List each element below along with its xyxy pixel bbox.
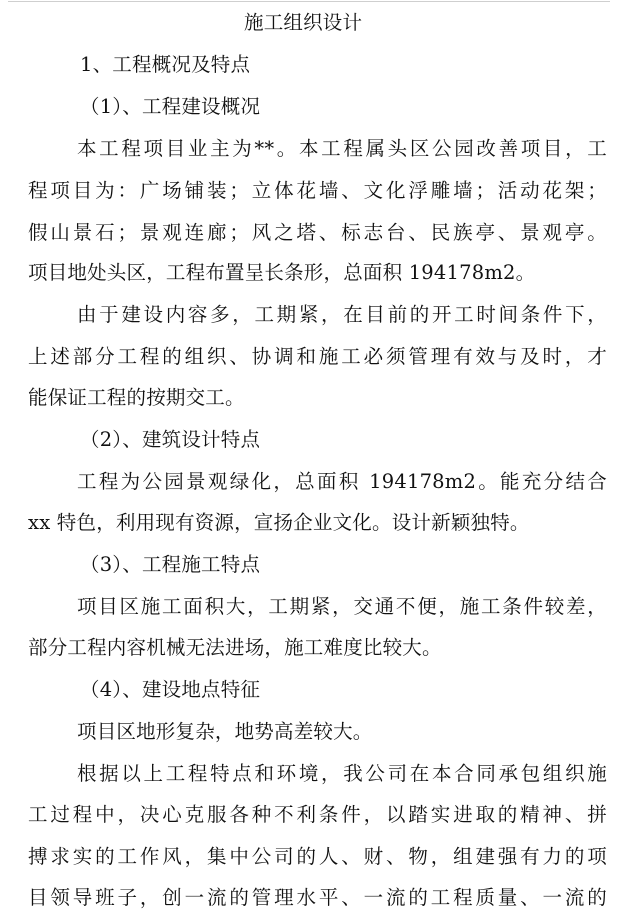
page-top-border (8, 1, 610, 2)
paragraph-line: 工过程中，决心克服各种不利条件，以踏实进取的精神、拼 (28, 803, 607, 826)
paragraph-line: 程项目为：广场铺装；立体花墙、文化浮雕墙；活动花架； (28, 179, 607, 202)
subsection-heading-1: （1）、工程建设概况 (80, 95, 261, 118)
subsection-heading-3: （3）、工程施工特点 (80, 553, 261, 576)
paragraph-line: 项目地处头区，工程布置呈长条形，总面积 194178m2。 (28, 261, 536, 284)
paragraph-line: 本工程项目业主为**。本工程属头区公园改善项目，工 (77, 137, 607, 160)
paragraph-line: xx 特色，利用现有资源，宣扬企业文化。设计新颖独特。 (28, 511, 530, 534)
paragraph-line: 能保证工程的按期交工。 (28, 386, 245, 409)
paragraph-line: 项目区施工面积大，工期紧，交通不便，施工条件较差， (77, 595, 607, 618)
subsection-heading-2: （2）、建筑设计特点 (80, 428, 261, 451)
document-title: 施工组织设计 (244, 11, 363, 34)
paragraph-line: 假山景石；景观连廊；风之塔、标志台、民族亭、景观亭。 (28, 221, 607, 244)
section-heading: 1、工程概况及特点 (80, 53, 251, 76)
paragraph-line: 搏求实的工作风，集中公司的人、财、物，组建强有力的项 (28, 845, 607, 868)
paragraph-line: 上述部分工程的组织、协调和施工必须管理有效与及时，才 (28, 345, 607, 368)
paragraph-line: 目领导班子，创一流的管理水平、一流的工程质量、一流的 (28, 886, 607, 909)
paragraph-line: 项目区地形复杂，地势高差较大。 (77, 720, 373, 743)
paragraph-line: 部分工程内容机械无法进场，施工难度比较大。 (28, 636, 442, 659)
paragraph-line: 由于建设内容多，工期紧，在目前的开工时间条件下， (77, 303, 607, 326)
paragraph-line: 工程为公园景观绿化，总面积 194178m2。能充分结合 (77, 470, 607, 493)
subsection-heading-4: （4）、建设地点特征 (80, 678, 261, 701)
paragraph-line: 根据以上工程特点和环境，我公司在本合同承包组织施 (77, 762, 607, 785)
